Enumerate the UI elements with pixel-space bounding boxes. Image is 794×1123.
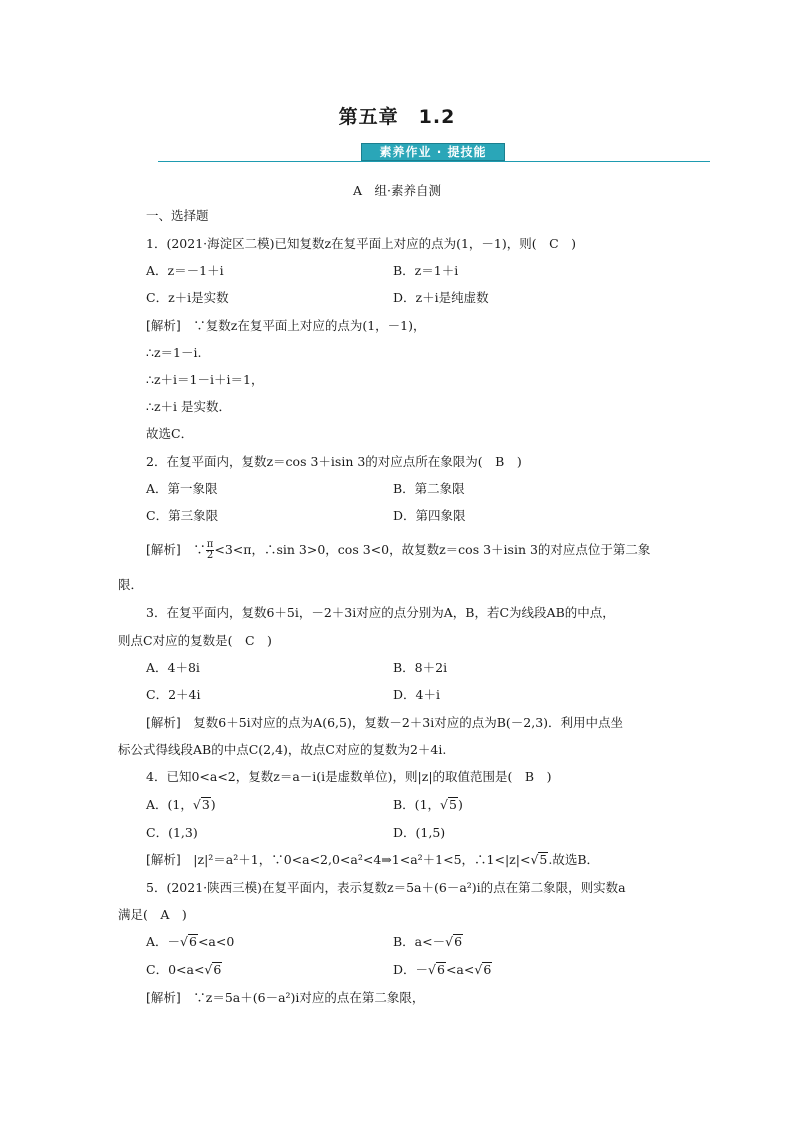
analysis-text: |z|²＝a²＋1，∵0<a<2,0<a²<4⇒1<a²＋1<5，∴1<|z|< [180,852,531,867]
banner-divider [158,161,710,162]
question-1-option-b: B．z＝1＋i [393,263,459,278]
option-text: B．a<－ [393,934,446,949]
fraction-denominator: 2 [206,550,214,561]
analysis-tag: [解析] [146,542,181,557]
analysis-tag: [解析] [146,990,181,1005]
question-1-analysis-line: ∴z＝1－i. [146,345,202,360]
question-4-analysis [146,852,599,868]
question-4-stem: 4．已知0<a<2，复数z＝a－i(i是虚数单位)，则|z|的取值范围是( B ) [146,769,552,784]
option-text: A．(1， [146,797,193,812]
analysis-text: ∵z＝5a＋(6－a²)i对应的点在第二象限， [180,990,425,1005]
question-2-analysis [146,540,650,561]
radicand: 6 [213,962,222,977]
question-2-stem: 2．在复平面内，复数z＝cos 3＋isin 3的对应点所在象限为( B ) [146,454,522,469]
question-1-option-d: D．z＋i是纯虚数 [393,290,489,305]
question-2-analysis-line: 限． [118,577,144,592]
question-5-stem-line: 满足( A ) [118,907,187,922]
question-1-analysis-line: ∴z＋i＝1－i＋i＝1， [146,372,264,387]
question-3-option-c: C．2＋4i [146,687,201,702]
question-3-option-a: A．4＋8i [146,660,200,675]
question-4-option-d: D．(1,5) [393,825,446,840]
option-text: ) [210,797,216,812]
option-text: D．－ [393,962,429,977]
analysis-tag: [解析] [146,852,181,867]
sqrt-sign: √ [192,797,201,812]
question-1-analysis [146,318,426,334]
radicand: 6 [454,934,463,949]
section-banner: 素养作业 · 提技能 [361,143,505,161]
sqrt-sign: √ [530,852,539,867]
question-4-option-a [146,797,216,813]
question-4-option-b [393,797,463,813]
option-text: ) [457,797,463,812]
question-4-option-c: C．(1,3) [146,825,198,840]
analysis-text: <3<π，∴sin 3>0，cos 3<0，故复数z＝cos 3＋isin 3的对应点位于第二象 [214,542,651,557]
question-3-option-d: D．4＋i [393,687,440,702]
analysis-text: .故选B． [548,852,600,867]
option-text: A．－ [146,934,181,949]
question-3-analysis [146,715,623,731]
sqrt-sign: √ [428,962,436,977]
question-1-option-c: C．z＋i是实数 [146,290,229,305]
question-2-option-d: D．第四象限 [393,508,466,523]
question-5-option-d [393,962,492,978]
question-5-option-b [393,934,463,950]
question-3-analysis-line: 标公式得线段AB的中点C(2,4)，故点C对应的复数为2＋4i. [118,742,447,757]
question-1-stem: 1．(2021·海淀区二模)已知复数z在复平面上对应的点为(1，－1)，则( C ) [146,236,577,251]
question-2-option-c: C．第三象限 [146,508,219,523]
sqrt-sign: √ [474,962,483,977]
sqrt-sign: √ [180,934,188,949]
sqrt-sign: √ [204,962,213,977]
option-text: <a< [445,962,475,977]
sqrt-sign: √ [445,934,454,949]
question-2-option-b: B．第二象限 [393,481,465,496]
sqrt-sign: √ [440,797,448,812]
question-3-stem: 3．在复平面内，复数6＋5i，－2＋3i对应的点分别为A，B，若C为线段AB的中点， [146,605,615,620]
analysis-text: ∵复数z在复平面上对应的点为(1，－1)， [180,318,426,333]
analysis-text: ∵ [180,542,206,557]
question-1-analysis-line: ∴z＋i 是实数． [146,399,232,414]
group-heading: A 组·素养自测 [352,183,441,198]
question-1-conclusion: 故选C． [146,426,194,441]
radicand: 5 [539,852,548,867]
radicand: 6 [189,934,197,949]
radicand: 3 [201,797,210,812]
analysis-tag: [解析] [146,318,181,333]
analysis-text: 复数6＋5i对应的点为A(6,5)，复数－2＋3i对应的点为B(－2,3)．利用中点坐 [180,715,624,730]
question-2-option-a: A．第一象限 [146,481,218,496]
option-text: C．0<a< [146,962,205,977]
page-title: 第五章 1.2 [338,106,456,128]
section-heading: 一、选择题 [146,208,209,223]
radicand: 6 [437,962,445,977]
option-text: B．(1， [393,797,441,812]
option-text: <a<0 [197,934,235,949]
question-5-stem: 5．(2021·陕西三模)在复平面内，表示复数z＝5a＋(6－a²)i的点在第二象限，则实数a [146,880,626,895]
radicand: 6 [483,962,492,977]
question-3-stem-line: 则点C对应的复数是( C ) [118,633,272,648]
question-5-option-c [146,962,222,978]
question-5-option-a [146,934,234,950]
question-3-option-b: B．8＋2i [393,660,448,675]
question-1-option-a: A．z＝－1＋i [146,263,224,278]
analysis-tag: [解析] [146,715,181,730]
fraction-numerator: π [206,539,214,550]
question-5-analysis [146,990,424,1006]
radicand: 5 [448,797,457,812]
